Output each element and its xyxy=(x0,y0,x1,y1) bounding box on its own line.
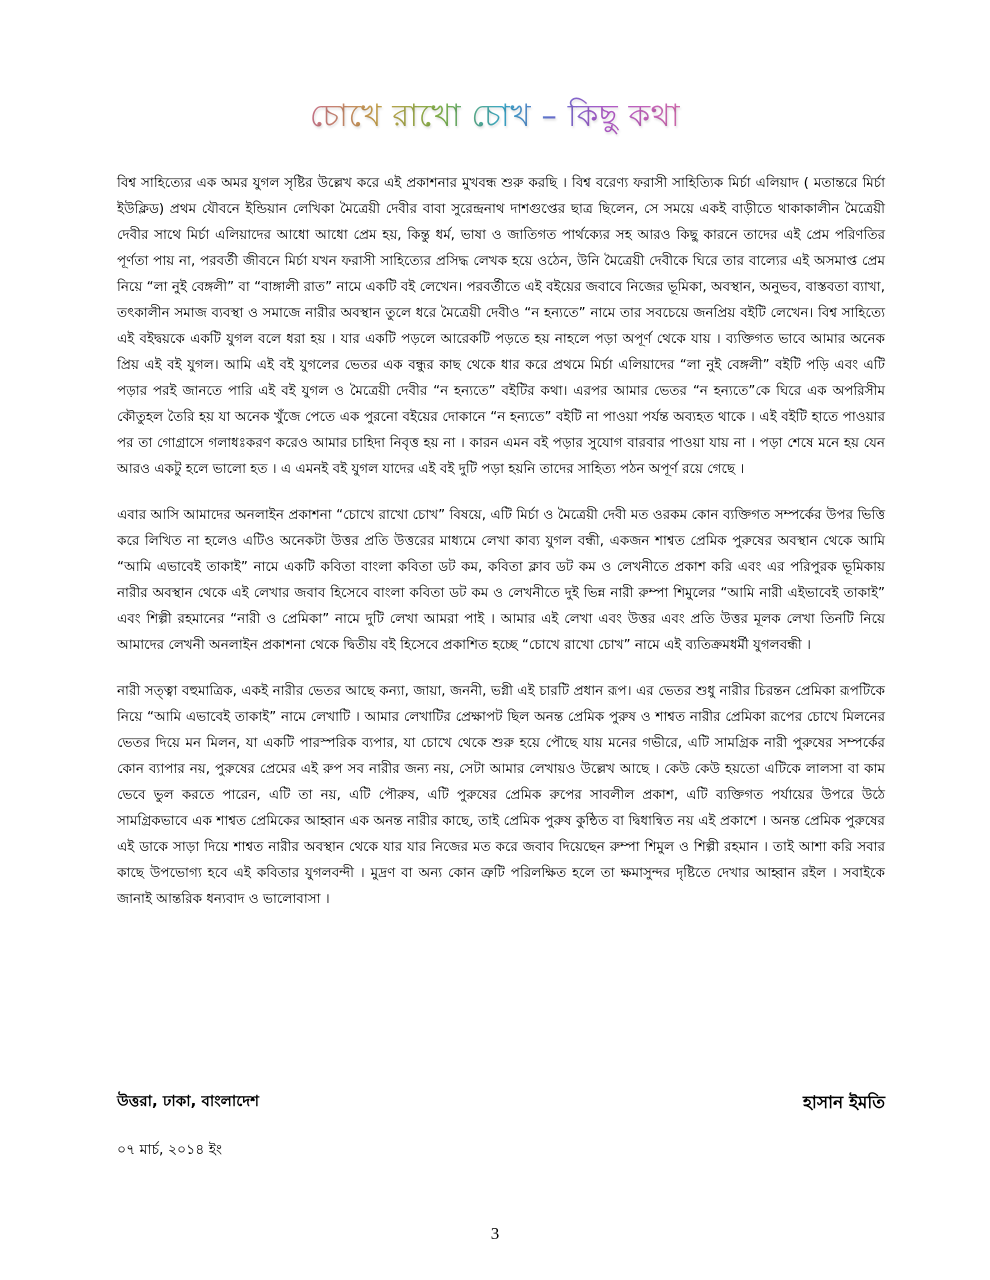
signature-place: উত্তরা, ঢাকা, বাংলাদেশ xyxy=(117,1092,259,1110)
page-title: চোখে রাখো চোখ – কিছু কথা xyxy=(310,92,680,144)
signature-date: ০৭ মার্চ, ২০১৪ ইং xyxy=(117,1142,223,1158)
page-number: 3 xyxy=(490,1224,500,1243)
signature-row xyxy=(117,1090,885,1116)
paragraph-publication: এবার আসি আমাদের অনলাইন প্রকাশনা “চোখে রাখো চোখ” বিষয়ে, এটি মির্চা ও মৈত্রেয়ী দেবী মত ওরকম কোন ব্যক্তিগত সম্পর্কের উপর ভিত্তি করে লিখিত না হলেও এটিও অনেকটা উত্তর প্রতি উত্তরের মাধ্যমে লেখা কাব্য যুগল বন্ধী, একজন শাশ্বত প্রেমিক পুরুষের অবস্থান থেকে আমি “আমি এভাবেই তাকাই” নামে একটি কবিতা বাংলা কবিতা ডট কম, কবিতা ক্লাব ডট কম ও লেখনীতে প্রকাশ করি এবং এর পরিপুরক ভূমিকায় নারীর অবস্থান থেকে এই লেখার জবাব হিসেবে বাংলা কবিতা ডট কম ও লেখনীতে দুই ভিন্ন নারী রুম্পা শিমুলের “আমি নারী এইভাবেই তাকাই” এবং শিল্পী রহমানের “নারী ও প্রেমিকা” নামে দুটি লেখা আমরা পাই । আমার এই লেখা এবং উত্তর এবং প্রতি উত্তর মূলক লেখা তিনটি নিয়ে আমাদের লেখনী অনলাইন প্রকাশনা থেকে দ্বিতীয় বই হিসেবে প্রকাশিত হচ্ছে “চোখে রাখো চোখ” নামে এই ব্যতিক্রমধর্মী যুগলবন্ধী । xyxy=(117,507,885,653)
title-container xyxy=(0,92,990,144)
body-text xyxy=(117,170,885,912)
paragraph-intro: বিশ্ব সাহিত্যের এক অমর যুগল সৃষ্টির উল্লেখ করে এই প্রকাশনার মুখবন্ধ শুরু করছি । বিশ্ব বরেণ্য ফরাসী সাহিত্যিক মির্চা এলিয়াদ ( মতান্তরে মির্চা ইউক্লিড) প্রথম যৌবনে ইন্ডিয়ান লেখিকা মৈত্রেয়ী দেবীর বাবা সুরেন্দ্রনাথ দাশগুপ্তের ছাত্র ছিলেন, সে সময়ে একই বাড়ীতে থাকাকালীন মৈত্রেয়ী দেবীর সাথে মির্চা এলিয়াদের আধো আধো প্রেম হয়, কিন্তু ধর্ম, ভাষা ও জাতিগত পার্থক্যের সহ আরও কিছু কারনে তাদের এই প্রেম পরিণতির পূর্ণতা পায় না, পরবর্তী জীবনে মির্চা যখন ফরাসী সাহিত্যের প্রসিদ্ধ লেখক হয়ে ওঠেন, উনি মৈত্রেয়ী দেবীকে ঘিরে তার বাল্যের এই অসমাপ্ত প্রেম নিয়ে “লা নুই বেঙ্গলী” বা “বাঙ্গালী রাত” নামে একটি বই লেখেন। পরবর্তীতে এই বইয়ের জবাবে নিজের ভূমিকা, অবস্থান, অনুভব, বাস্তবতা ব্যাখা, তৎকালীন সমাজ ব্যবস্থা ও সমাজে নারীর অবস্থান তুলে ধরে মৈত্রেয়ী দেবীও “ন হন্যতে” নামে তার সবচেয়ে জনপ্রিয় বইটি লেখেন। বিশ্ব সাহিত্যে এই বইদ্বয়কে একটি যুগল বলে ধরা হয় । যার একটি পড়লে আরেকটি পড়তে হয় নাহলে পড়া অপূর্ণ থেকে যায় । ব্যক্তিগত ভাবে আমার অনেক প্রিয় এই বই যুগল। আমি এই বই যুগলের ভেতর এক বন্ধুর কাছ থেকে ধার করে প্রথমে মির্চা এলিয়াদের “লা নুই বেঙ্গলী” বইটি পড়ি এবং এটি পড়ার পরই জানতে পারি এই বই যুগল ও মৈত্রেয়ী দেবীর “ন হন্যতে” বইটির কথা। এরপর আমার ভেতর “ন হন্যতে”কে ঘিরে এক অপরিসীম কৌতুহল তৈরি হয় যা অনেক খুঁজে পেতে এক পুরনো বইয়ের দোকানে “ন হন্যতে” বইটি না পাওয়া পর্যন্ত অব্যহত থাকে । এই বইটি হাতে পাওয়ার পর তা গোগ্রাসে গলাধঃকরণ করেও আমার চাহিদা নিবৃত্ত হয় না । কারন এমন বই পড়ার সুযোগ বারবার পাওয়া যায় না । পড়া শেষে মনে হয় যেন আরও একটু হলে ভালো হত । এ এমনই বই যুগল যাদের এই বই দুটি পড়া হয়নি তাদের সাহিত্য পঠন অপূর্ণ রয়ে গেছে । xyxy=(117,175,885,477)
signature-author: হাসান ইমতি xyxy=(803,1093,885,1113)
paragraph-conclusion: নারী সত্ত্বা বহুমাত্রিক, একই নারীর ভেতর আছে কন্যা, জায়া, জননী, ভগ্নী এই চারটি প্রধান রূপ। এর ভেতর শুধু নারীর চিরন্তন প্রেমিকা রূপটিকে নিয়ে “আমি এভাবেই তাকাই” নামে লেখাটি । আমার লেখাটির প্রেক্ষাপট ছিল অনন্ত প্রেমিক পুরুষ ও শাশ্বত নারীর প্রেমিকা রূপের চোখে মিলনের ভেতর দিয়ে মন মিলন, যা একটি পারস্পরিক ব্যপার, যা চোখে থেকে শুরু হয়ে পৌছে যায় মনের গভীরে, এটি সামগ্রিক নারী পুরুষের সম্পর্কের কোন ব্যাপার নয়, পুরুষের প্রেমের এই রুপ সব নারীর জন্য নয়, সেটা আমার লেখায়ও উল্লেখ আছে । কেউ কেউ হয়তো এটিকে লালসা বা কাম ভেবে ভুল করতে পারেন, এটি তা নয়, এটি পৌরুষ, এটি পুরুষের প্রেমিক রুপের সাবলীল প্রকাশ, এটি ব্যক্তিগত পর্যায়ের উপরে উঠে সামগ্রিকভাবে এক শাশ্বত প্রেমিকের আহ্বান এক অনন্ত নারীর কাছে, তাই প্রেমিক পুরুষ কুন্ঠিত বা দ্বিধান্বিত নয় এই প্রকাশে । অনন্ত প্রেমিক পুরুষের এই ডাকে সাড়া দিয়ে শাশ্বত নারীর অবস্থান থেকে যার যার নিজের মত করে জবাব দিয়েছেন রুম্পা শিমুল ও শিল্পী রহমান । তাই আশা করি সবার কাছে উপভোগ্য হবে এই কবিতার যুগলবন্দী । মুদ্রণ বা অন্য কোন ত্রুটি পরিলক্ষিত হলে তা ক্ষমাসুন্দর দৃষ্টিতে দেখার আহ্বান রইল । সবাইকে জানাই আন্তরিক ধন্যবাদ ও ভালোবাসা । xyxy=(117,683,885,907)
